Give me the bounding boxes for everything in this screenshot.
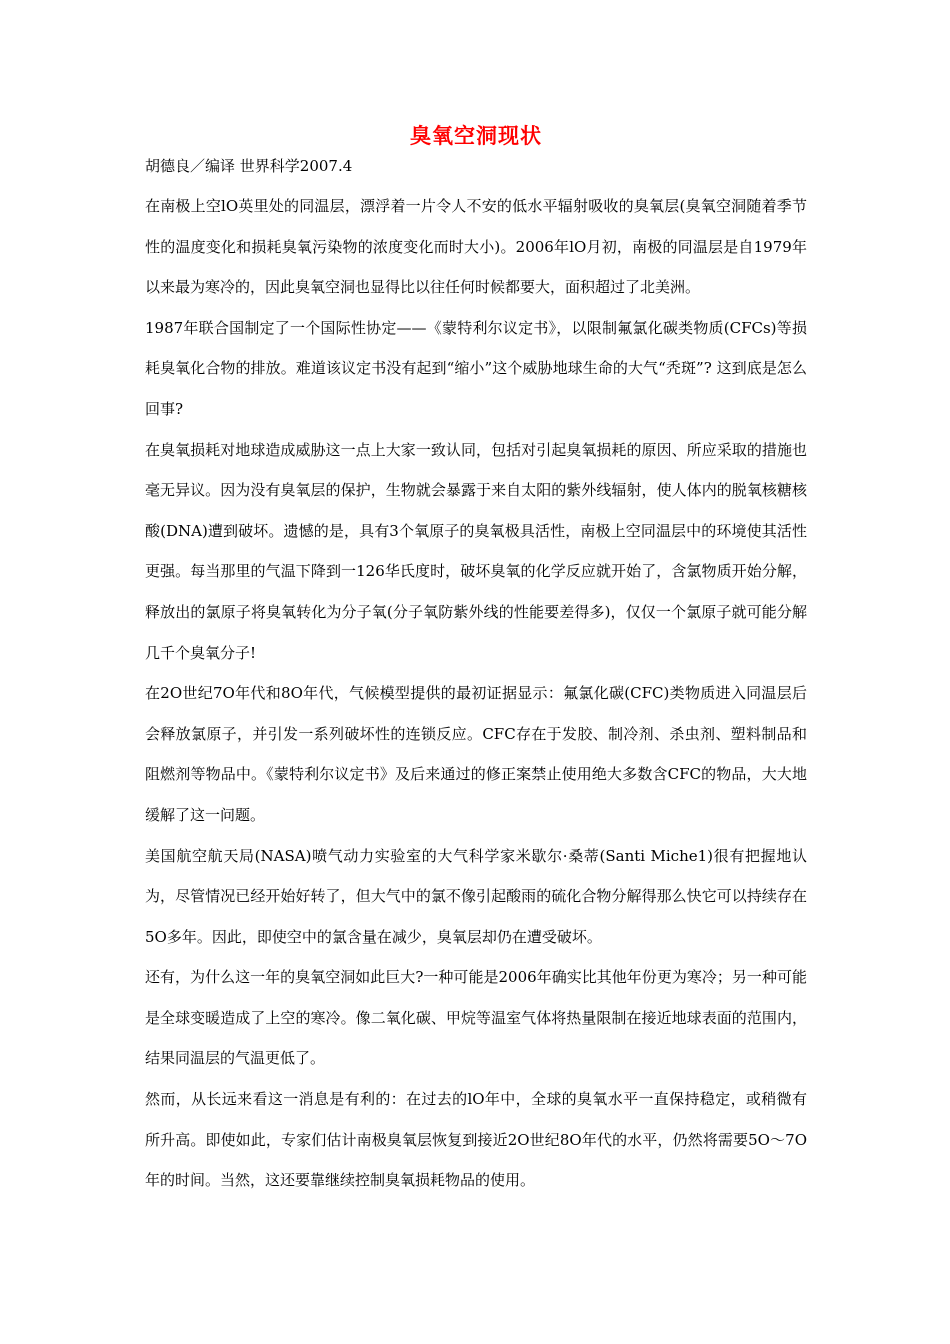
- paragraph-7: 然而，从长远来看这一消息是有利的：在过去的lO年中，全球的臭氧水平一直保持稳定，或稍微有所升高。即使如此，专家们估计南极臭氧层恢复到接近2O世纪8O年代的水平，仍然将需要5O～7O年的时间。当然，这还要靠继续控制臭氧损耗物品的使用。: [145, 1090, 807, 1190]
- paragraph-4: 在2O世纪7O年代和8O年代，气候模型提供的最初证据显示：氟氯化碳(CFC)类物质进入同温层后会释放氯原子，并引发一系列破坏性的连锁反应。CFC存在于发胶、制冷剂、杀虫剂、塑料制品和阻燃剂等物品中。《蒙特利尔议定书》及后来通过的修正案禁止使用绝大多数含CFC的物品，大大地缓解了这一问题。: [145, 684, 807, 824]
- byline: 胡德良／编译 世界科学2007.4: [145, 157, 353, 175]
- paragraph-6: 还有，为什么这一年的臭氧空洞如此巨大?一种可能是2006年确实比其他年份更为寒冷；另一种可能是全球变暖造成了上空的寒冷。像二氧化碳、甲烷等温室气体将热量限制在接近地球表面的范围内，结果同温层的气温更低了。: [145, 968, 807, 1068]
- document-page: [145, 118, 807, 1201]
- document-title: 臭氧空洞现状: [410, 123, 542, 148]
- paragraph-5: 美国航空航天局(NASA)喷气动力实验室的大气科学家米歇尔·桑蒂(Santi Miche1)很有把握地认为，尽管情况已经开始好转了，但大气中的氯不像引起酸雨的硫化合物分解得那么快它可以持续存在5O多年。因此，即使空中的氯含量在减少，臭氧层却仍在遭受破坏。: [145, 846, 807, 946]
- paragraph-1: 在南极上空lO英里处的同温层，漂浮着一片令人不安的低水平辐射吸收的臭氧层(臭氧空洞随着季节性的温度变化和损耗臭氧污染物的浓度变化而时大小)。2006年lO月初，南极的同温层是自1979年以来最为寒冷的，因此臭氧空洞也显得比以往任何时候都要大，面积超过了北美洲。: [145, 197, 807, 297]
- paragraph-3: 在臭氧损耗对地球造成威胁这一点上大家一致认同，包括对引起臭氧损耗的原因、所应采取的措施也毫无异议。因为没有臭氧层的保护，生物就会暴露于来自太阳的紫外线辐射，使人体内的脱氧核糖核酸(DNA)遭到破坏。遗憾的是，具有3个氧原子的臭氧极具活性，南极上空同温层中的环境使其活性更强。每当那里的气温下降到一126华氏度时，破坏臭氧的化学反应就开始了，含氯物质开始分解，释放出的氯原子将臭氧转化为分子氧(分子氧防紫外线的性能要差得多)，仅仅一个氯原子就可能分解几千个臭氧分子!: [145, 440, 807, 662]
- paragraph-2: 1987年联合国制定了一个国际性协定——《蒙特利尔议定书》，以限制氟氯化碳类物质(CFCs)等损耗臭氧化合物的排放。难道该议定书没有起到“缩小”这个威胁地球生命的大气“秃斑”? 这到底是怎么回事?: [145, 318, 807, 418]
